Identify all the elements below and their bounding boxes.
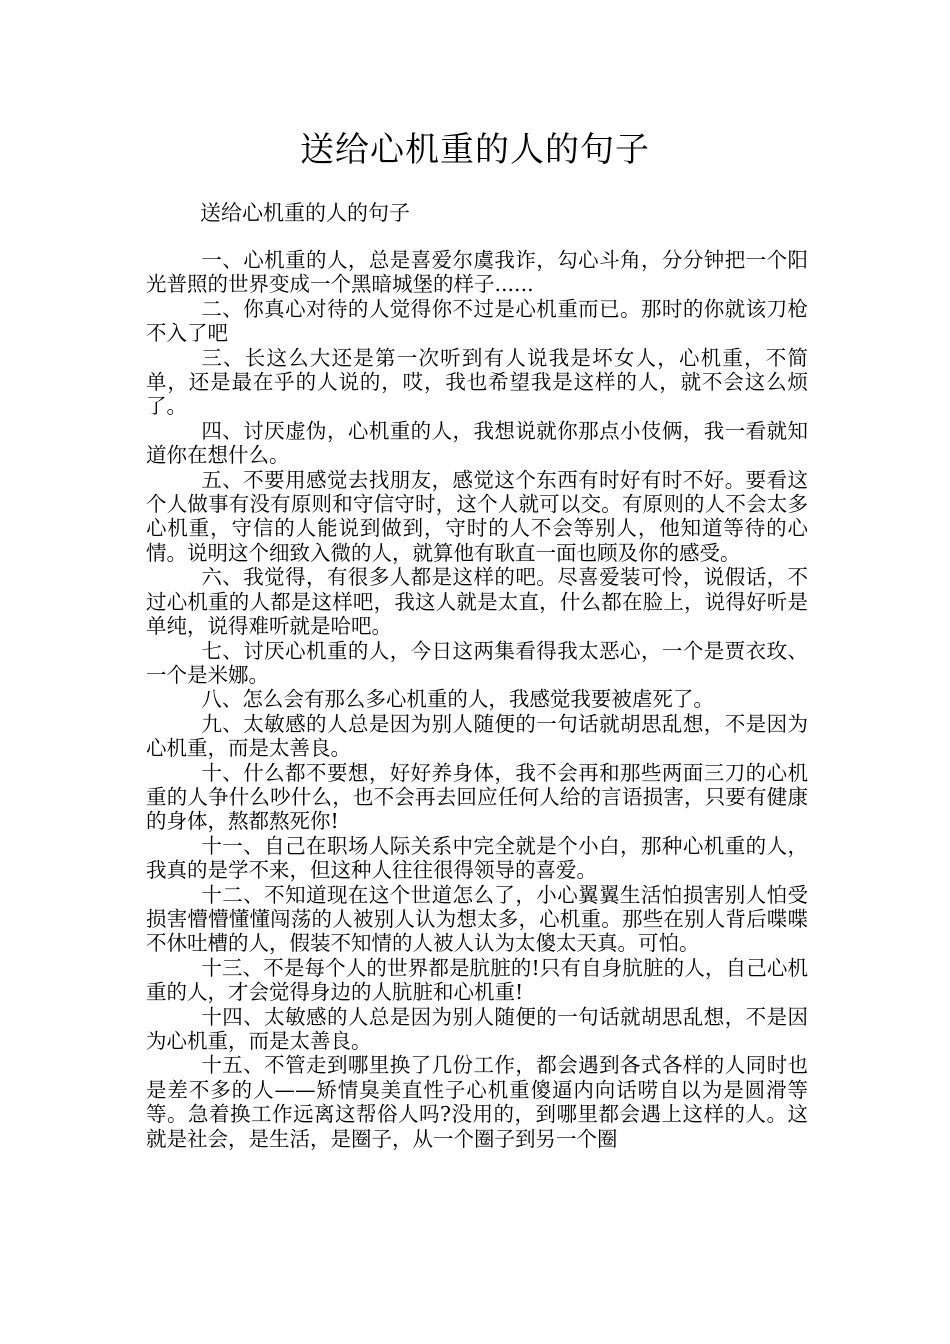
paragraph-10: 十、什么都不要想，好好养身体，我不会再和那些两面三刀的心机重的人争什么吵什么，也不会再去回应任何人给的言语损害，只要有健康的身体，熬都熬死你!: [146, 760, 808, 834]
paragraph-8: 八、怎么会有那么多心机重的人，我感觉我要被虐死了。: [201, 687, 714, 712]
paragraph-1: 一、心机重的人，总是喜爱尔虞我诈，勾心斗角，分分钟把一个阳光普照的世界变成一个黑暗城堡的样子......: [146, 248, 808, 297]
paragraph-3: 三、长这么大还是第一次听到有人说我是坏女人，心机重，不简单，还是最在乎的人说的，哎，我也希望我是这样的人，就不会这么烦了。: [146, 345, 808, 419]
subtitle: 送给心机重的人的句子: [200, 201, 410, 225]
paragraph-5: 五、不要用感觉去找朋友，感觉这个东西有时好有时不好。要看这个人做事有没有原则和守信守时，这个人就可以交。有原则的人不会太多心机重，守信的人能说到做到，守时的人不会等别人，他知道等待的心情。说明这个细致入微的人，就算他有耿直一面也顾及你的感受。: [146, 467, 808, 565]
paragraph-15: 十五、不管走到哪里换了几份工作，都会遇到各式各样的人同时也是差不多的人——矫情臭美直性子心机重傻逼内向话唠自以为是圆滑等等。急着换工作远离这帮俗人吗?没用的，到哪里都会遇上这样的人。这就是社会，是生活，是圈子，从一个圈子到另一个圈: [146, 1053, 808, 1151]
paragraph-7: 七、讨厌心机重的人，今日这两集看得我太恶心，一个是贾衣玫、一个是米娜。: [146, 638, 808, 687]
paragraph-11: 十一、自己在职场人际关系中完全就是个小白，那种心机重的人，我真的是学不来，但这种人往往很得领导的喜爱。: [146, 833, 808, 883]
body-text: [146, 248, 808, 1151]
paragraph-6: 六、我觉得，有很多人都是这样的吧。尽喜爱装可怜，说假话，不过心机重的人都是这样吧，我这人就是太直，什么都在脸上，说得好听是单纯，说得难听就是哈吧。: [146, 565, 808, 639]
page-title: 送给心机重的人的句子: [300, 130, 650, 170]
paragraph-4: 四、讨厌虚伪，心机重的人，我想说就你那点小伎俩，我一看就知道你在想什么。: [146, 418, 808, 468]
paragraph-13: 十三、不是每个人的世界都是肮脏的!只有自身肮脏的人，自己心机重的人，才会觉得身边的人肮脏和心机重!: [146, 955, 808, 1005]
paragraph-12: 十二、不知道现在这个世道怎么了，小心翼翼生活怕损害别人怕受损害懵懵懂懂闯荡的人被别人认为想太多，心机重。那些在别人背后喋喋不休吐槽的人，假装不知情的人被人认为太傻太天真。可怕。: [146, 882, 808, 956]
paragraph-9: 九、太敏感的人总是因为别人随便的一句话就胡思乱想，不是因为心机重，而是太善良。: [146, 711, 808, 761]
paragraph-14: 十四、太敏感的人总是因为别人随便的一句话就胡思乱想，不是因为心机重，而是太善良。: [146, 1004, 808, 1053]
paragraph-2: 二、你真心对待的人觉得你不过是心机重而已。那时的你就该刀枪不入了吧: [146, 296, 808, 346]
